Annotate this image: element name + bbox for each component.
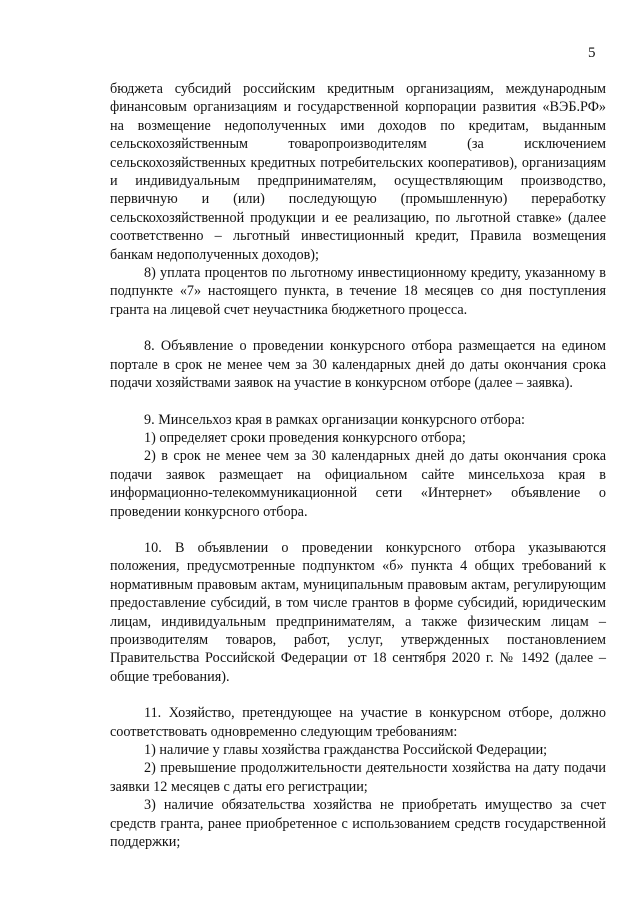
paragraph-section-11-item-1: 1) наличие у главы хозяйства гражданства Российской Федерации; bbox=[144, 742, 548, 758]
paragraph-section-9-item-2: 2) в срок не менее чем за 30 календарных дней до даты окончания срока подачи заявок размещает на официальном сайте минсельхоза края в информационно-телекоммуникационной сети «Интернет» объявление о проведении конкурсного отбора. bbox=[110, 448, 606, 520]
page-number: 5 bbox=[588, 45, 596, 61]
paragraph-section-10: 10. В объявлении о проведении конкурсного отбора указываются положения, предусмотренные подпунктом «б» пункта 4 общих требований к нормативным правовым актам, муниципальным правовым актам, регулирующим предоставление субсидий, в том числе грантов в форме субсидий, юридическим лицам, индивидуальным предпринимателям, а также физическим лицам – производителям товаров, работ, услуг, утвержденных постановлением Правительства Российской Федерации от 18 сентября 2020 г. № 1492 (далее – общие требования). bbox=[110, 539, 606, 685]
paragraph-section-11: 11. Хозяйство, претендующее на участие в конкурсном отборе, должно соответствовать одновременно следующим требованиям: bbox=[110, 705, 606, 740]
paragraph-section-9-item-1: 1) определяет сроки проведения конкурсного отбора; bbox=[144, 429, 466, 446]
paragraph-item-8-payment: 8) уплата процентов по льготному инвестиционному кредиту, указанному в подпункте «7» настоящего пункта, в течение 18 месяцев со дня поступления гранта на лицевой счет неучастника бюджетного процесса. bbox=[110, 265, 606, 318]
document-body bbox=[110, 80, 606, 851]
paragraph-section-8: 8. Объявление о проведении конкурсного отбора размещается на едином портале в срок не менее чем за 30 календарных дней до даты окончания срока подачи хозяйствами заявок на участие в конкурсном отборе (далее – заявка). bbox=[110, 338, 606, 392]
paragraph-section-11-item-2: 2) превышение продолжительности деятельности хозяйства на дату подачи заявки 12 месяцев с даты его регистрации; bbox=[110, 760, 606, 795]
paragraph-section-11-item-3: 3) наличие обязательства хозяйства не приобретать имущество за счет средств гранта, ранее приобретенное с использованием средств государственной поддержки; bbox=[110, 797, 606, 851]
paragraph-continuation: бюджета субсидий российским кредитным организациям, международным финансовым организациям и государственной корпорации развития «ВЭБ.РФ» на возмещение недополученных ими доходов по кредитам, выданным сельскохозяйственным товаропроизводителям (за исключением сельскохозяйственных кредитных потребительских кооперативов), организациям и индивидуальным предпринимателям, осуществляющим производство, первичную и (или) последующую (промышленную) переработку сельскохозяйственной продукции и ее реализацию, по льготной ставке» (далее соответственно – льготный инвестиционный кредит, Правила возмещения банкам недополученных доходов); bbox=[110, 81, 606, 263]
paragraph-section-9: 9. Минсельхоз края в рамках организации конкурсного отбора: bbox=[144, 411, 525, 428]
